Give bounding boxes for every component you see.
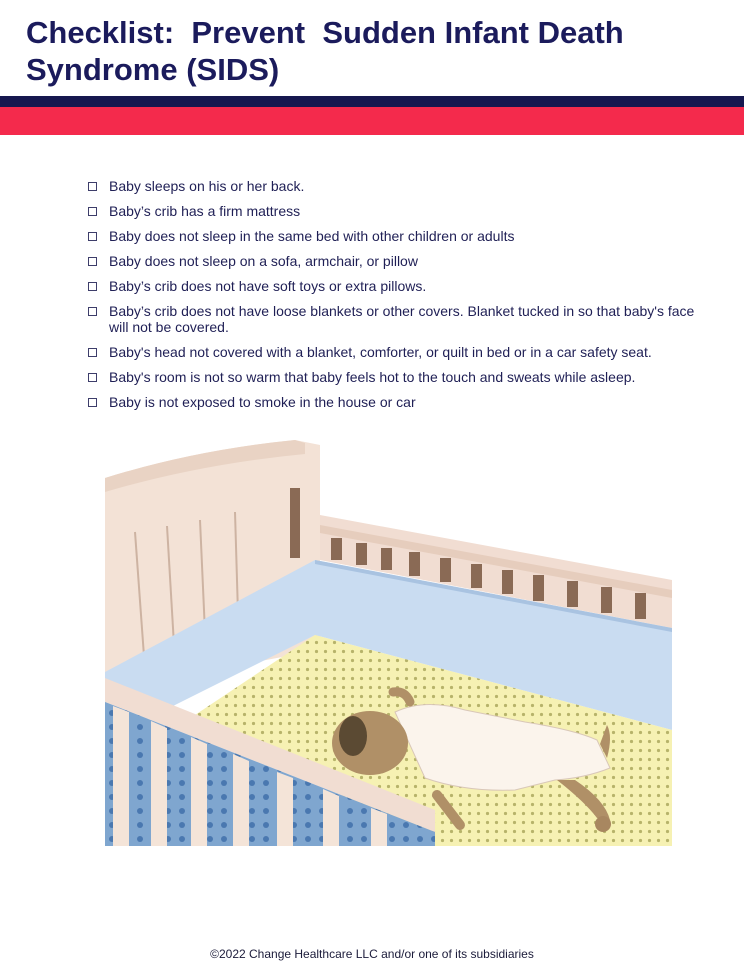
checkbox-icon [88, 257, 97, 266]
checklist-item-text: Baby sleeps on his or her back. [109, 178, 305, 194]
checklist-item [88, 369, 698, 385]
checklist-item [88, 394, 698, 410]
sids-checklist [88, 178, 698, 419]
checkbox-icon [88, 182, 97, 191]
checklist-item [88, 303, 698, 335]
checklist-item-text: Baby does not sleep in the same bed with other children or adults [109, 228, 515, 244]
checklist-item-text: Baby is not exposed to smoke in the house or car [109, 394, 416, 410]
header-band-navy [0, 96, 744, 107]
checkbox-icon [88, 398, 97, 407]
checklist-item [88, 253, 698, 269]
checklist-item-text: Baby’s crib does not have loose blankets or other covers. Blanket tucked in so that baby's face will not be covered. [109, 303, 695, 335]
checklist-item-text: Baby's room is not so warm that baby feels hot to the touch and sweats while asleep. [109, 369, 636, 385]
checklist-item-text: Baby's head not covered with a blanket, comforter, or quilt in bed or in a car safety seat. [109, 344, 652, 360]
crib-baby-illustration [105, 440, 672, 846]
checklist-item-text: Baby’s crib has a firm mattress [109, 203, 301, 219]
checkbox-icon [88, 232, 97, 241]
checklist-item-text: Baby does not sleep on a sofa, armchair, or pillow [109, 253, 418, 269]
checklist-item [88, 203, 698, 219]
header-band-red [0, 107, 744, 135]
page-title: Checklist: Prevent Sudden Infant Death Syndrome (SIDS) [26, 15, 624, 87]
footer-copyright: ©2022 Change Healthcare LLC and/or one of its subsidiaries [210, 947, 534, 961]
checklist-item [88, 228, 698, 244]
checkbox-icon [88, 373, 97, 382]
checkbox-icon [88, 207, 97, 216]
checklist-item-text: Baby’s crib does not have soft toys or extra pillows. [109, 278, 427, 294]
checkbox-icon [88, 307, 97, 316]
checklist-item [88, 278, 698, 294]
checkbox-icon [88, 282, 97, 291]
checklist-item [88, 178, 698, 194]
checkbox-icon [88, 348, 97, 357]
checklist-item [88, 344, 698, 360]
